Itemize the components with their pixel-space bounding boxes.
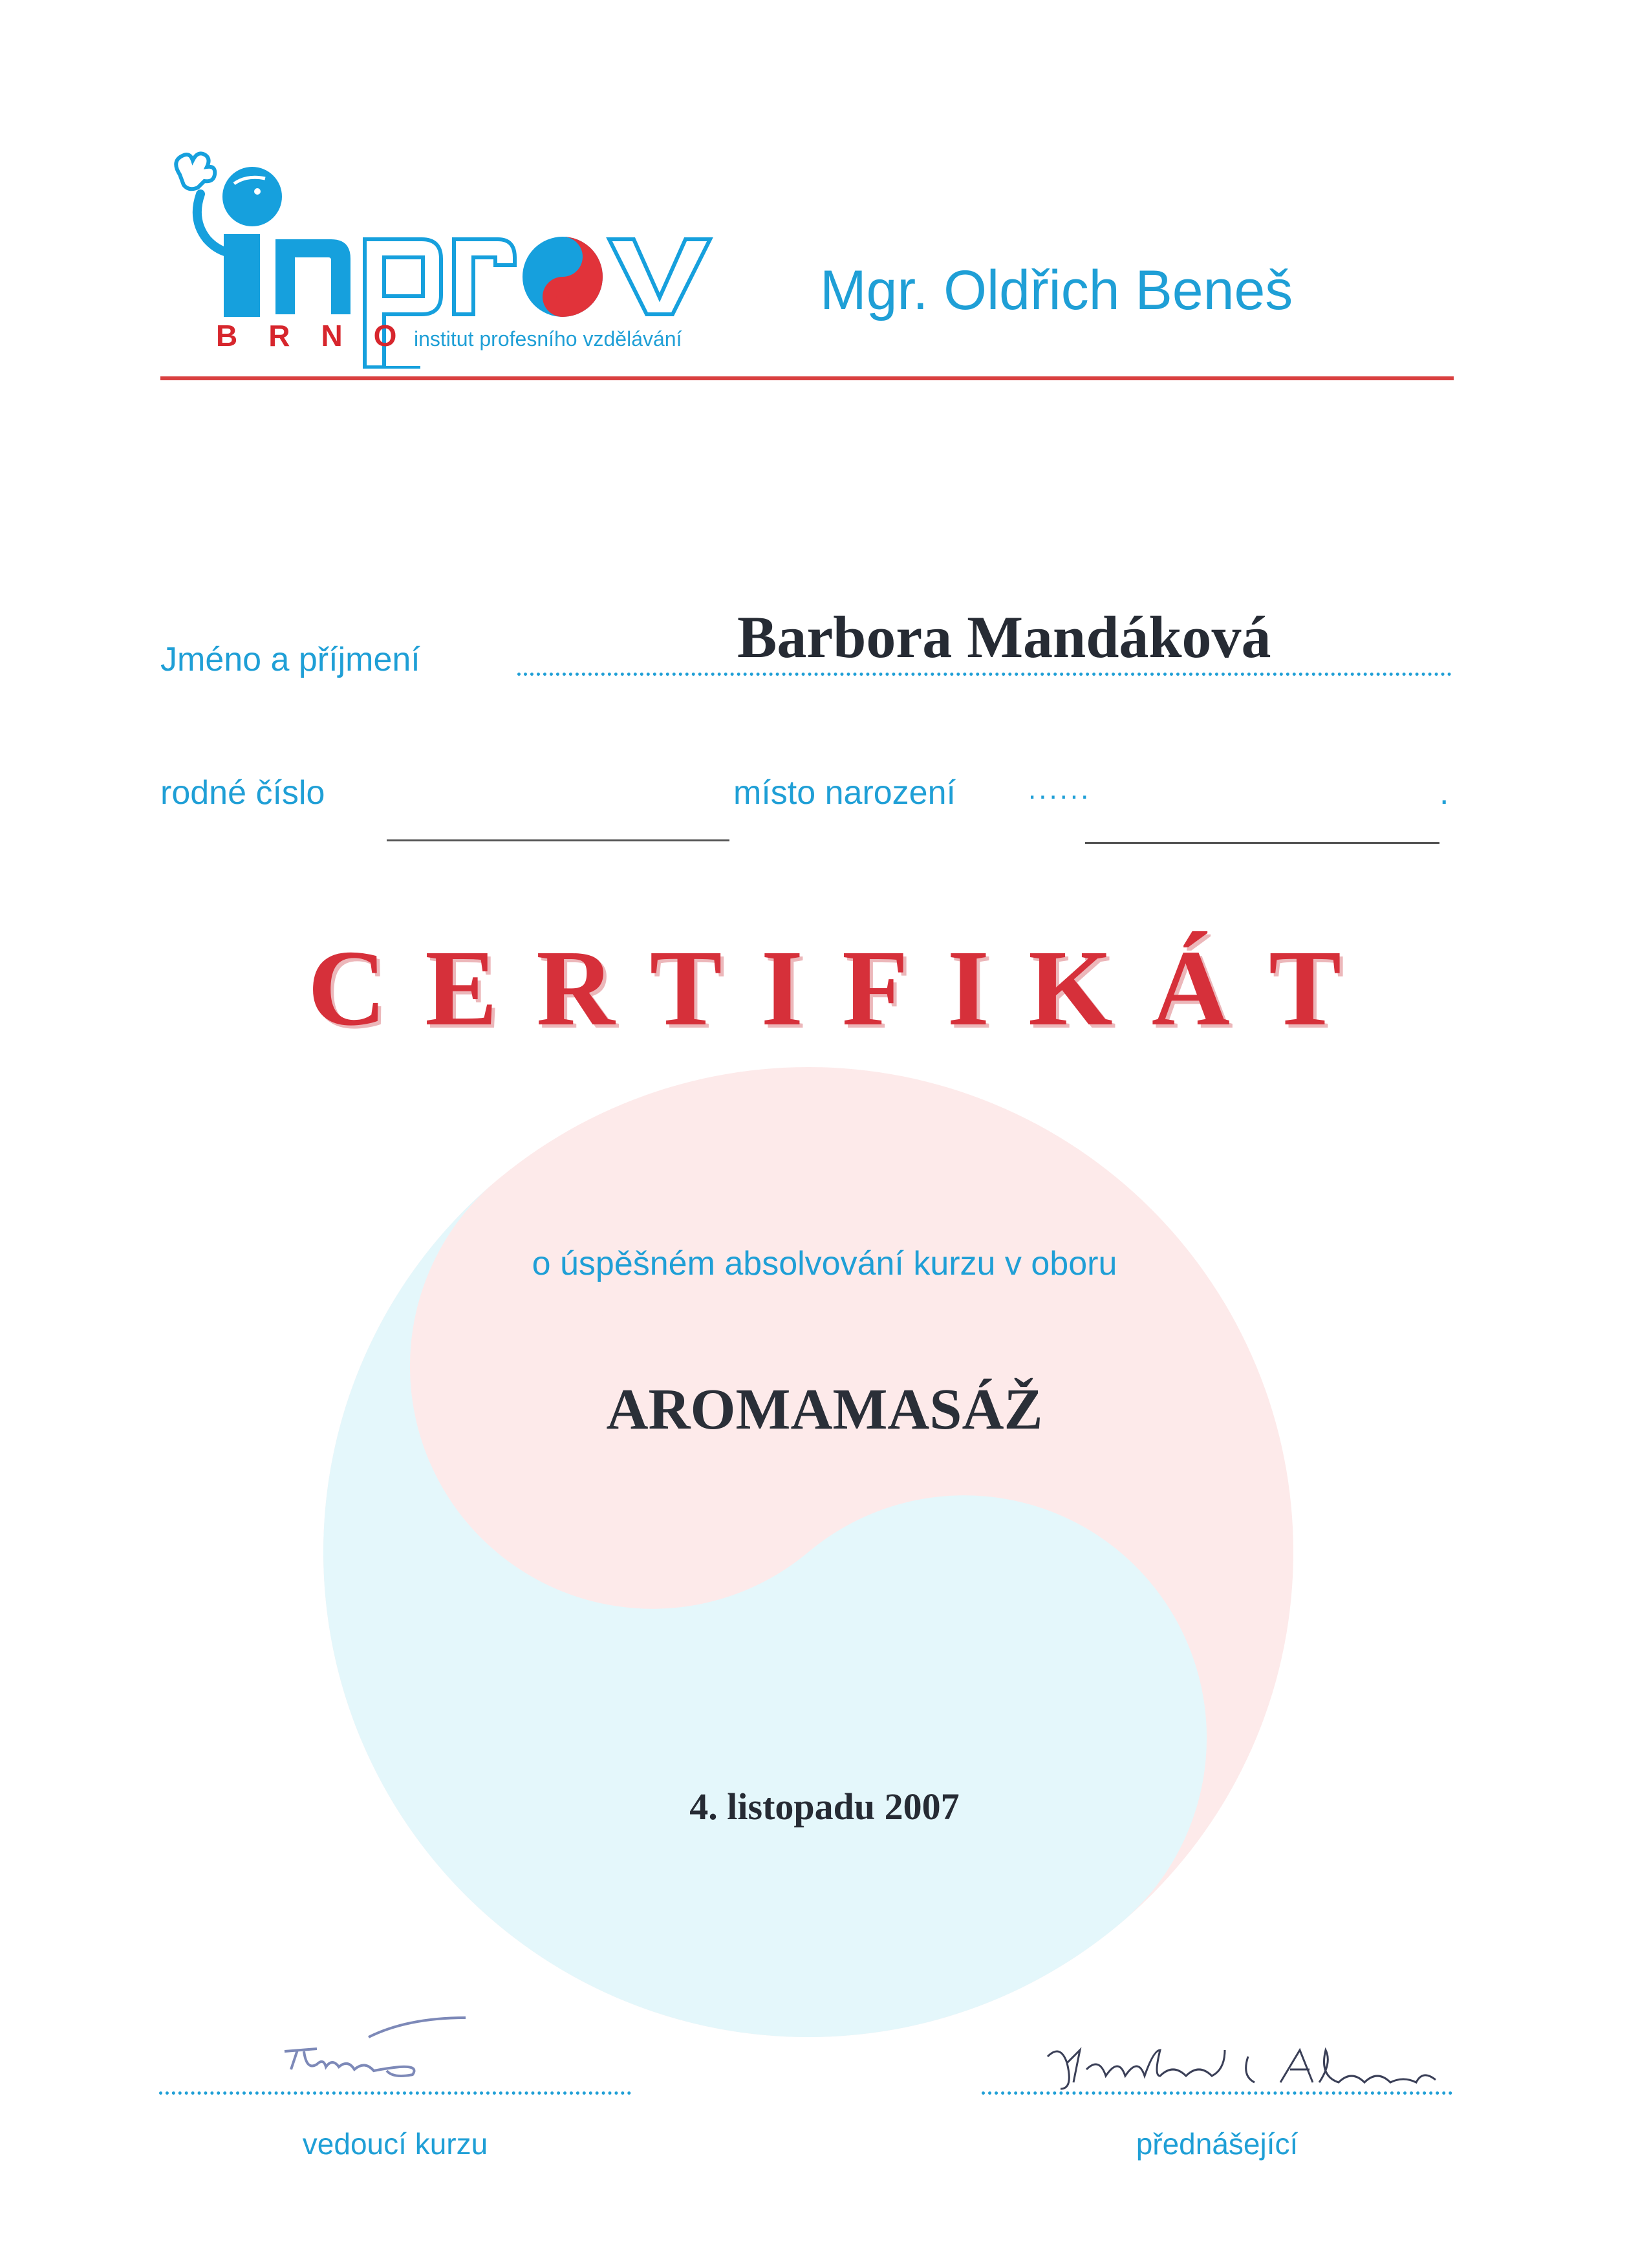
certificate-subtitle: o úspěšném absolvování kurzu v oboru — [532, 1245, 1117, 1282]
certificate-date: 4. listopadu 2007 — [689, 1786, 960, 1828]
birthplace-label: místo narození — [733, 774, 956, 812]
birth-number-line — [387, 839, 729, 841]
birthplace-end-dot: . — [1439, 774, 1449, 812]
yin-yang-logo-icon — [523, 237, 603, 317]
issuer-name: Mgr. Oldřich Beneš — [820, 259, 1293, 321]
birthplace-dots: ...... — [1028, 773, 1092, 805]
recipient-name: Barbora Mandáková — [737, 604, 1271, 670]
logo-city: BRNO — [216, 319, 428, 352]
yin-yang-watermark-icon — [323, 1067, 1293, 2037]
name-label: Jméno a příjmení — [160, 641, 420, 678]
birth-number-label: rodné číslo — [160, 774, 325, 812]
certificate-title: CERTIFIKÁT — [307, 928, 1381, 1048]
left-signature-line — [159, 2091, 631, 2095]
right-signature-line — [982, 2091, 1452, 2095]
right-signature — [1035, 2037, 1449, 2095]
logo-subtitle: institut profesního vzdělávání — [414, 327, 682, 351]
birthplace-line — [1085, 842, 1439, 844]
header-divider — [160, 376, 1454, 380]
lecturer-label: přednášející — [1136, 2127, 1299, 2161]
name-dotted-line — [517, 673, 1452, 676]
course-name: AROMAMASÁŽ — [606, 1377, 1043, 1442]
course-leader-label: vedoucí kurzu — [302, 2127, 488, 2161]
left-signature — [278, 2011, 511, 2089]
